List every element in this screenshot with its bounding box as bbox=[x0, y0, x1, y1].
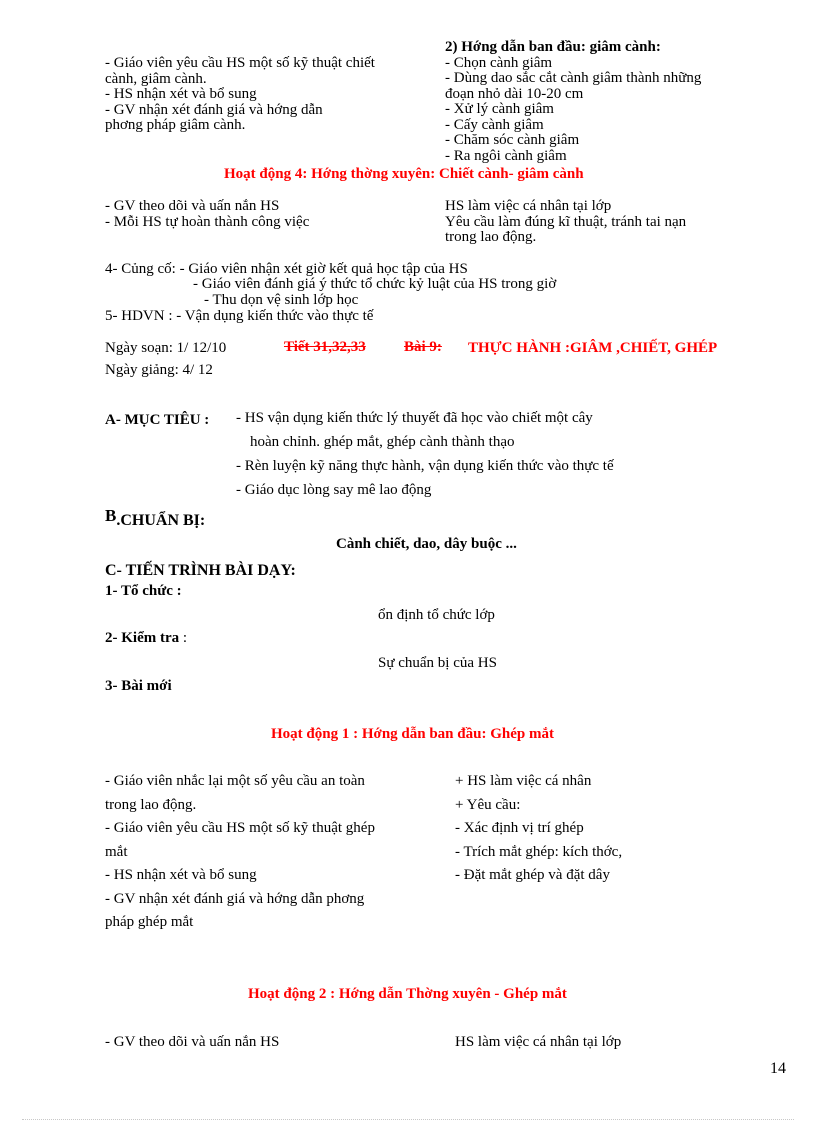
prep-date: Ngày soạn: 1/ 12/10 bbox=[105, 340, 227, 356]
activity4-right-line: HS làm việc cá nhân tại lớp bbox=[445, 198, 612, 214]
check-label: 2- Kiểm tra bbox=[105, 630, 180, 646]
page-bottom-divider bbox=[22, 1119, 794, 1120]
check-text: Sự chuẩn bị của HS bbox=[378, 655, 497, 671]
preparation-label bbox=[105, 506, 206, 529]
consolidation-line: 4- Củng cố: - Giáo viên nhận xét giờ kết quả học tập của HS bbox=[105, 261, 468, 277]
top-right-line: - Xử lý cành giâm bbox=[445, 101, 554, 117]
activity4-left bbox=[105, 199, 309, 230]
activity2-left: - GV theo dõi và uấn nắn HS bbox=[105, 1034, 280, 1050]
preparation-letter: B bbox=[105, 506, 117, 525]
homework-line: 5- HDVN : - Vận dụng kiến thức vào thực tế bbox=[105, 308, 374, 324]
objective-line: - Giáo dục lòng say mê lao động bbox=[236, 482, 432, 498]
activity1-right-line: - Xác định vị trí ghép bbox=[455, 820, 584, 836]
activity4-right bbox=[445, 199, 686, 246]
consolidation-line: - Thu dọn vệ sinh lớp học bbox=[204, 292, 359, 308]
consolidation-line: - Giáo viên đánh giá ý thức tổ chức kỷ luật của HS trong giờ bbox=[193, 276, 557, 292]
periods: Tiết 31,32,33 bbox=[284, 339, 366, 355]
top-right-block bbox=[445, 40, 701, 164]
lesson-title: THỰC HÀNH :GIÂM ,CHIẾT, GHÉP bbox=[468, 340, 718, 356]
activity4-right-line: trong lao động. bbox=[445, 229, 537, 245]
top-right-line: - Chọn cành giâm bbox=[445, 54, 553, 71]
check-colon: : bbox=[182, 630, 188, 646]
teach-date: Ngày giảng: 4/ 12 bbox=[105, 362, 213, 378]
lesson-number: Bài 9: bbox=[404, 339, 442, 355]
activity4-left-line: - Mỗi HS tự hoàn thành công việc bbox=[105, 213, 310, 230]
top-right-line: - Ra ngôi cành giâm bbox=[445, 147, 567, 164]
top-left-line: - Giáo viên yêu cầu HS một số kỹ thuật chiết bbox=[105, 55, 375, 71]
activity1-left-line: mắt bbox=[105, 843, 128, 860]
top-left-line: phơng pháp giâm cành. bbox=[105, 117, 246, 133]
activity1-left-line: - GV nhận xét đánh giá và hớng dẫn phơng bbox=[105, 890, 365, 907]
activity4-right-line: Yêu cầu làm đúng kĩ thuật, tránh tai nạn bbox=[445, 213, 687, 230]
top-left-line: - HS nhận xét và bổ sung bbox=[105, 86, 257, 102]
activity4-title: Hoạt động 4: Hớng thờng xuyên: Chiết cành- giâm cành bbox=[224, 166, 584, 182]
activity1-left-line: - Giáo viên yêu cầu HS một số kỹ thuật ghép bbox=[105, 820, 375, 836]
page-number: 14 bbox=[770, 1060, 786, 1077]
activity1-title: Hoạt động 1 : Hớng dẫn ban đầu: Ghép mắt bbox=[271, 726, 554, 742]
top-right-line: - Chăm sóc cành giâm bbox=[445, 132, 580, 148]
preparation-heading: .CHUẨN BỊ: bbox=[116, 512, 206, 529]
top-left-line: cành, giâm cành. bbox=[105, 70, 207, 87]
top-right-line: đoạn nhỏ dài 10-20 cm bbox=[445, 85, 584, 102]
top-right-line: - Cấy cành giâm bbox=[445, 116, 544, 133]
procedure-label: C- TIẾN TRÌNH BÀI DẠY: bbox=[105, 562, 296, 579]
activity1-right bbox=[455, 770, 622, 888]
activity2-right: HS làm việc cá nhân tại lớp bbox=[455, 1034, 622, 1050]
activity1-right-line: - Đặt mắt ghép và đặt dây bbox=[455, 867, 610, 883]
activity1-right-line: - Trích mắt ghép: kích thớc, bbox=[455, 843, 623, 860]
top-left-line: - GV nhận xét đánh giá và hớng dẫn bbox=[105, 101, 323, 118]
activity1-left-line: pháp ghép mắt bbox=[105, 914, 194, 930]
objective-line: hoàn chỉnh. ghép mắt, ghép cành thành thạo bbox=[250, 434, 515, 450]
preparation-materials: Cành chiết, dao, dây buộc ... bbox=[336, 536, 517, 552]
grafting-steps-heading: 2) Hớng dẫn ban đầu: giâm cành: bbox=[445, 39, 661, 55]
activity4-left-line: - GV theo dõi và uấn nắn HS bbox=[105, 198, 280, 214]
activity1-left-line: trong lao động. bbox=[105, 796, 197, 813]
activity1-left bbox=[105, 770, 375, 935]
top-left-block bbox=[105, 56, 375, 134]
top-right-line: - Dùng dao sắc cắt cành giâm thành những bbox=[445, 70, 702, 86]
objectives-label: A- MỤC TIÊU : bbox=[105, 412, 210, 428]
check-label-wrap bbox=[105, 631, 187, 646]
organization-label: 1- Tổ chức : bbox=[105, 583, 182, 599]
activity1-right-line: + Yêu cầu: bbox=[455, 796, 521, 813]
activity2-title: Hoạt động 2 : Hớng dẫn Thờng xuyên - Ghép mắt bbox=[248, 986, 567, 1002]
objective-line: - HS vận dụng kiến thức lý thuyết đã học vào chiết một cây bbox=[236, 410, 593, 426]
activity1-left-line: - Giáo viên nhắc lại một số yêu cầu an toàn bbox=[105, 773, 365, 789]
activity1-right-line: + HS làm việc cá nhân bbox=[455, 773, 592, 789]
objective-line: - Rèn luyện kỹ năng thực hành, vận dụng kiến thức vào thực tế bbox=[236, 458, 614, 474]
organization-text: ổn định tổ chức lớp bbox=[378, 607, 495, 623]
activity1-left-line: - HS nhận xét và bổ sung bbox=[105, 867, 257, 883]
new-lesson-label: 3- Bài mới bbox=[105, 678, 172, 694]
